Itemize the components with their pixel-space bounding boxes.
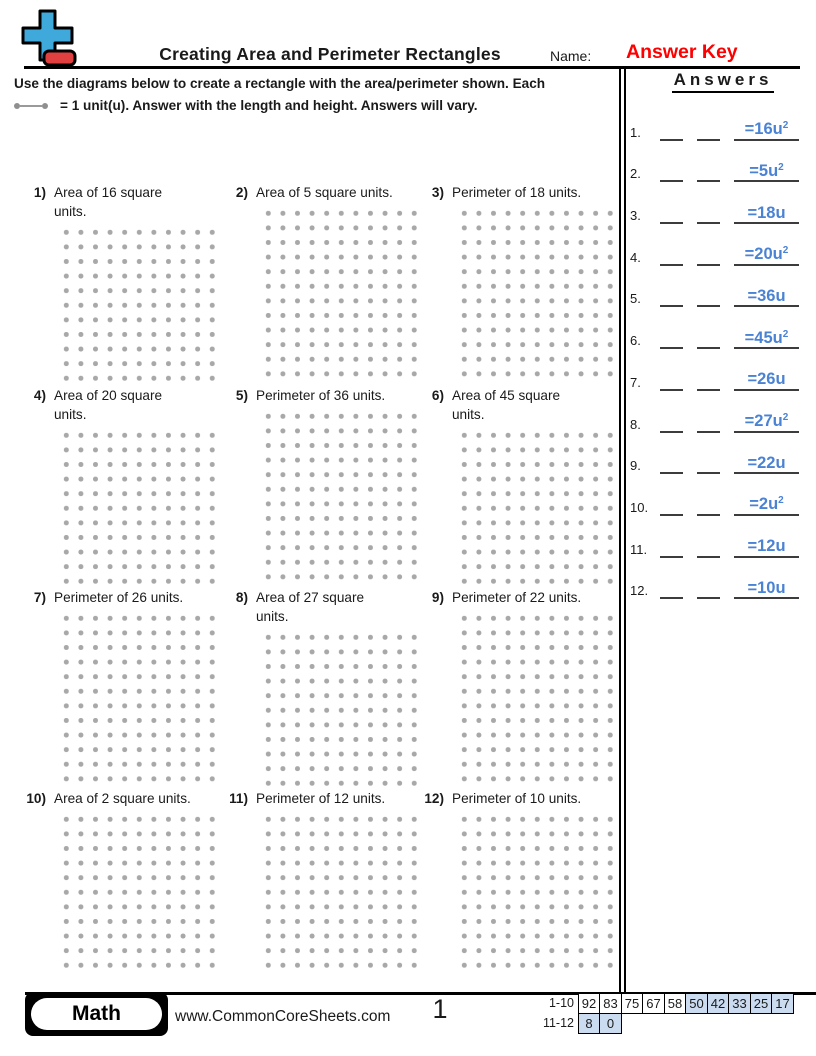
- problem-header: [22, 789, 222, 808]
- problem-number: 5): [235, 388, 248, 403]
- answer-value-text: =2u: [749, 495, 779, 514]
- score-cell: 75: [621, 993, 644, 1014]
- page-title: Creating Area and Perimeter Rectangles: [159, 44, 501, 64]
- unit-dot-right: [42, 103, 48, 109]
- problem-text-line: Perimeter of 36 units.: [256, 388, 386, 403]
- problem-number: 2): [235, 185, 248, 200]
- problem-number: 4): [33, 388, 46, 403]
- answer-blank-length: [660, 212, 683, 224]
- problem-text: [452, 588, 581, 607]
- answer-value: [734, 455, 799, 475]
- answer-value: [734, 121, 799, 141]
- problem-text: [54, 789, 191, 808]
- problem-cell: [22, 386, 222, 589]
- dot-grid: [457, 428, 618, 589]
- answer-blank-length: [660, 170, 683, 182]
- answers-divider: [619, 66, 626, 993]
- problem-cell: [22, 183, 222, 386]
- score-cell: 25: [750, 993, 773, 1014]
- dot-grid: [59, 611, 220, 786]
- answer-exponent: 2: [782, 412, 789, 423]
- problem-number: 8): [235, 590, 248, 605]
- problem-header: [420, 183, 620, 202]
- problem-text-line: Area of 16 square: [54, 185, 163, 200]
- answer-exponent: 2: [782, 245, 789, 257]
- answer-blank-length: [660, 546, 683, 558]
- answer-value: [734, 496, 799, 516]
- problem-text-line: units.: [452, 407, 485, 422]
- problem-header: [224, 588, 424, 626]
- answer-row: [630, 224, 812, 266]
- dot-grid: [261, 812, 422, 973]
- answer-value-text: =36u: [747, 286, 786, 305]
- subject-badge: [25, 992, 168, 1036]
- score-cell: 17: [771, 993, 794, 1014]
- dot-grid: [261, 409, 422, 584]
- answer-number: 7.: [630, 374, 641, 390]
- dot-grid: [457, 611, 618, 786]
- problem-text-line: units.: [54, 407, 87, 422]
- problem-header: [420, 386, 620, 424]
- answer-value: [734, 246, 799, 266]
- problem-number: 11): [229, 791, 248, 806]
- answer-blank-height: [697, 504, 720, 516]
- dot-grid: [261, 630, 422, 791]
- answer-number: 2.: [630, 166, 641, 182]
- score-cell: 58: [664, 993, 687, 1014]
- problem-cell: [22, 588, 222, 786]
- problem-text: [452, 183, 581, 202]
- answer-value: [734, 538, 799, 558]
- answer-blank-height: [697, 379, 720, 391]
- answer-blank-height: [697, 421, 720, 433]
- problem-header: [420, 789, 620, 808]
- dot-grid: [59, 428, 220, 589]
- score-cell: 67: [642, 993, 665, 1014]
- answer-value: [734, 580, 799, 600]
- answer-blank-length: [660, 379, 683, 391]
- answer-number: 8.: [630, 416, 641, 432]
- score-row-label: 1-10: [548, 996, 574, 1010]
- problem-header: [224, 789, 424, 808]
- answer-number: 5.: [630, 291, 641, 307]
- answer-value-text: =20u: [744, 245, 783, 264]
- answer-blank-height: [697, 462, 720, 474]
- answer-value-text: =5u: [749, 161, 779, 180]
- answer-value-text: =10u: [747, 578, 786, 597]
- answer-blank-height: [697, 254, 720, 266]
- answer-exponent: 2: [782, 120, 789, 132]
- website-link[interactable]: www.CommonCoreSheets.com: [175, 1008, 391, 1025]
- problem-text-line: units.: [54, 204, 87, 219]
- instructions: [14, 74, 618, 116]
- answer-blank-height: [697, 212, 720, 224]
- page-number: 1: [432, 994, 448, 1024]
- answer-value-text: =27u: [744, 412, 783, 430]
- answer-number: 9.: [630, 458, 641, 474]
- problem-number: 1): [33, 185, 46, 200]
- answer-exponent: 2: [778, 161, 784, 173]
- unit-length-icon: [14, 102, 48, 110]
- problem-cell: [420, 386, 620, 589]
- problem-cell: [224, 588, 424, 791]
- dot-grid: [59, 225, 220, 386]
- score-cell: 83: [599, 993, 622, 1014]
- answer-number: 11.: [630, 541, 648, 557]
- score-row: [529, 1013, 794, 1034]
- answer-blank-height: [697, 170, 720, 182]
- problem-cell: [420, 588, 620, 786]
- answer-blank-length: [660, 421, 683, 433]
- minus-icon: [44, 51, 75, 65]
- answer-row: [630, 433, 812, 475]
- problem-number: 7): [33, 590, 46, 605]
- instructions-line2: = 1 unit(u). Answer with the length and height. Answers will vary.: [60, 98, 478, 113]
- problem-text-line: Area of 5 square units.: [256, 185, 393, 200]
- answer-blank-length: [660, 587, 683, 599]
- answer-number: 3.: [630, 208, 641, 224]
- problem-number: 3): [431, 185, 444, 200]
- answer-number: 1.: [630, 124, 641, 140]
- score-cell: 8: [578, 1013, 601, 1034]
- score-cell: 92: [578, 993, 601, 1014]
- problem-text-line: Perimeter of 10 units.: [452, 791, 582, 806]
- problem-header: [22, 588, 222, 607]
- answer-blank-height: [697, 295, 720, 307]
- score-cell: 33: [728, 993, 751, 1014]
- header-rule: [24, 66, 800, 69]
- answer-blank-length: [660, 129, 683, 141]
- problem-text-line: Perimeter of 22 units.: [452, 590, 582, 605]
- problem-header: [224, 183, 424, 202]
- answer-value-text: =45u: [744, 328, 783, 347]
- answer-value-text: =12u: [747, 537, 786, 556]
- answer-row: [630, 474, 812, 516]
- problem-header: [22, 183, 222, 221]
- dot-grid: [59, 812, 220, 973]
- answer-row: [630, 99, 812, 141]
- score-table: [529, 993, 794, 1034]
- answer-value: [734, 288, 799, 308]
- answer-exponent: 2: [782, 328, 789, 340]
- answer-value-text: =26u: [747, 370, 786, 389]
- problem-text-line: Perimeter of 26 units.: [54, 590, 184, 605]
- answer-row: [630, 307, 812, 349]
- answers-heading-text: Answers: [672, 70, 775, 93]
- answer-value-text: =16u: [744, 120, 783, 139]
- answer-blank-length: [660, 462, 683, 474]
- problem-text: [256, 588, 364, 626]
- problem-text: [54, 183, 162, 221]
- problem-text: [54, 588, 183, 607]
- problem-number: 10): [26, 791, 46, 806]
- answer-value: [734, 371, 799, 391]
- problem-text-line: Area of 2 square units.: [54, 791, 191, 806]
- problem-text: [452, 789, 581, 808]
- answer-blank-height: [697, 587, 720, 599]
- answer-blank-height: [697, 129, 720, 141]
- answer-key-label: Answer Key: [626, 41, 738, 63]
- score-cell: 0: [599, 1013, 622, 1034]
- answer-number: 6.: [630, 333, 641, 349]
- answer-blank-height: [697, 546, 720, 558]
- score-row: [529, 993, 794, 1014]
- problem-text-line: Perimeter of 12 units.: [256, 791, 386, 806]
- score-cell: 50: [685, 993, 708, 1014]
- dot-grid: [261, 206, 422, 381]
- answer-value-text: =18u: [747, 203, 786, 222]
- answer-exponent: 2: [778, 495, 784, 507]
- problem-text: [54, 386, 162, 424]
- problem-text: [256, 386, 385, 405]
- problem-text-line: Area of 20 square: [54, 388, 163, 403]
- problem-text-line: units.: [256, 609, 289, 624]
- problem-cell: [420, 183, 620, 381]
- dot-grid: [457, 206, 618, 381]
- dot-grid: [457, 812, 618, 973]
- problem-header: [420, 588, 620, 607]
- problem-text: [452, 386, 560, 424]
- problem-number: 12): [424, 791, 444, 806]
- problem-cell: [224, 386, 424, 584]
- problem-cell: [420, 789, 620, 973]
- commoncoresheets-plus-logo: [16, 8, 78, 68]
- answer-row: [630, 516, 812, 558]
- answer-row: [630, 349, 812, 391]
- name-label: Name:: [550, 48, 592, 64]
- answer-number: 4.: [630, 249, 641, 265]
- answer-value: [734, 163, 799, 183]
- problem-number: 6): [431, 388, 444, 403]
- score-cell: 42: [707, 993, 730, 1014]
- answer-blank-height: [697, 337, 720, 349]
- answer-row: [630, 266, 812, 308]
- subject-label: Math: [31, 998, 162, 1030]
- problem-header: [22, 386, 222, 424]
- answer-blank-length: [660, 254, 683, 266]
- problem-cell: [224, 789, 424, 973]
- problem-text-line: Area of 27 square: [256, 590, 365, 605]
- unit-line: [20, 105, 42, 107]
- answer-value: [734, 330, 799, 350]
- problem-cell: [22, 789, 222, 973]
- answer-number: 12.: [630, 583, 649, 599]
- answers-heading: [630, 70, 816, 93]
- score-row-label: 11-12: [542, 1015, 574, 1030]
- problem-text-line: Area of 45 square: [452, 388, 561, 403]
- problem-text: [256, 789, 385, 808]
- answer-row: [630, 391, 812, 433]
- problem-text: [256, 183, 393, 202]
- answer-row: [630, 182, 812, 224]
- answer-value-text: =22u: [747, 453, 786, 472]
- answer-blank-length: [660, 337, 683, 349]
- answer-row: [630, 558, 812, 600]
- problem-number: 9): [431, 590, 444, 605]
- answer-value: [734, 205, 799, 225]
- answer-number: 10.: [630, 499, 649, 515]
- answer-row: [630, 141, 812, 183]
- answer-blank-length: [660, 504, 683, 516]
- answer-blank-length: [660, 295, 683, 307]
- problem-text-line: Perimeter of 18 units.: [452, 185, 582, 200]
- problem-header: [224, 386, 424, 405]
- instructions-line1: Use the diagrams below to create a rectangle with the area/perimeter shown. Each: [14, 76, 546, 91]
- answer-value: [734, 413, 799, 433]
- problem-cell: [224, 183, 424, 381]
- answers-list: [630, 99, 812, 599]
